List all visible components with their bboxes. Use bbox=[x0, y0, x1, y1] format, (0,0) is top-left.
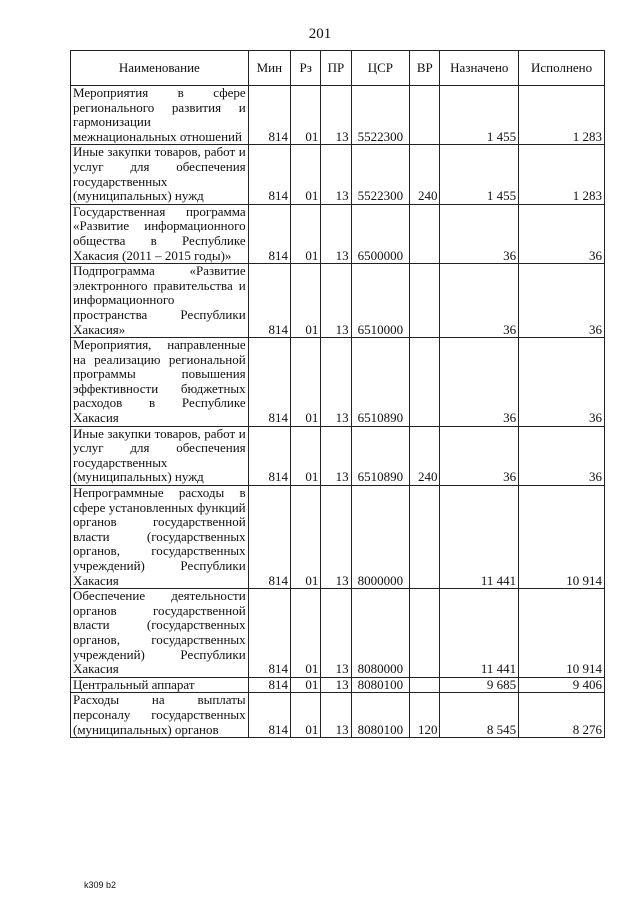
page-number: 201 bbox=[308, 26, 332, 42]
cell-assigned: 36 bbox=[440, 426, 519, 485]
cell-assigned: 11 441 bbox=[440, 589, 519, 678]
cell-rz: 01 bbox=[291, 86, 321, 145]
cell-executed: 10 914 bbox=[519, 486, 605, 589]
cell-vr bbox=[410, 589, 440, 678]
cell-min: 814 bbox=[248, 693, 290, 738]
cell-assigned: 8 545 bbox=[440, 693, 519, 738]
header-min: Мин bbox=[248, 51, 290, 86]
cell-vr bbox=[410, 86, 440, 145]
cell-rz: 01 bbox=[291, 338, 321, 427]
cell-assigned: 1 455 bbox=[440, 86, 519, 145]
cell-csr: 5522300 bbox=[351, 86, 410, 145]
cell-csr: 8080100 bbox=[351, 677, 410, 693]
header-csr: ЦСР bbox=[351, 51, 410, 86]
cell-name: Иные закупки товаров, работ и услуг для обеспечения государственных (муниципальных) нужд bbox=[71, 145, 249, 204]
cell-rz: 01 bbox=[291, 486, 321, 589]
header-executed: Исполнено bbox=[519, 51, 605, 86]
cell-pr: 13 bbox=[321, 486, 351, 589]
cell-executed: 1 283 bbox=[519, 145, 605, 204]
cell-csr: 5522300 bbox=[351, 145, 410, 204]
header-pr: ПР bbox=[321, 51, 351, 86]
cell-pr: 13 bbox=[321, 86, 351, 145]
cell-min: 814 bbox=[248, 145, 290, 204]
footer-code: k309 b2 bbox=[84, 880, 117, 890]
cell-executed: 36 bbox=[519, 204, 605, 263]
cell-min: 814 bbox=[248, 264, 290, 338]
cell-vr bbox=[410, 677, 440, 693]
cell-vr bbox=[410, 486, 440, 589]
cell-min: 814 bbox=[248, 677, 290, 693]
cell-name: Государственная программа «Развитие информационного общества в Республике Хакасия (2011 – 2015 годы)» bbox=[71, 204, 249, 263]
cell-executed: 36 bbox=[519, 264, 605, 338]
cell-assigned: 36 bbox=[440, 338, 519, 427]
table-header-row bbox=[71, 51, 605, 86]
cell-rz: 01 bbox=[291, 589, 321, 678]
table-row bbox=[71, 677, 605, 693]
table-row bbox=[71, 589, 605, 678]
cell-pr: 13 bbox=[321, 677, 351, 693]
cell-pr: 13 bbox=[321, 589, 351, 678]
table-row bbox=[71, 264, 605, 338]
cell-assigned: 11 441 bbox=[440, 486, 519, 589]
cell-csr: 6510890 bbox=[351, 426, 410, 485]
cell-min: 814 bbox=[248, 86, 290, 145]
cell-csr: 6500000 bbox=[351, 204, 410, 263]
cell-name: Центральный аппарат bbox=[71, 677, 249, 693]
cell-rz: 01 bbox=[291, 426, 321, 485]
cell-executed: 36 bbox=[519, 426, 605, 485]
cell-vr: 240 bbox=[410, 426, 440, 485]
cell-name: Расходы на выплаты персоналу государственных (муниципальных) органов bbox=[71, 693, 249, 738]
cell-csr: 8080000 bbox=[351, 589, 410, 678]
budget-table bbox=[70, 50, 605, 738]
header-assigned: Назначено bbox=[440, 51, 519, 86]
cell-executed: 10 914 bbox=[519, 589, 605, 678]
cell-rz: 01 bbox=[291, 693, 321, 738]
cell-pr: 13 bbox=[321, 338, 351, 427]
cell-pr: 13 bbox=[321, 693, 351, 738]
cell-min: 814 bbox=[248, 589, 290, 678]
cell-pr: 13 bbox=[321, 204, 351, 263]
cell-csr: 6510890 bbox=[351, 338, 410, 427]
cell-csr: 8000000 bbox=[351, 486, 410, 589]
table-row bbox=[71, 486, 605, 589]
cell-assigned: 9 685 bbox=[440, 677, 519, 693]
table-row bbox=[71, 338, 605, 427]
cell-pr: 13 bbox=[321, 145, 351, 204]
cell-rz: 01 bbox=[291, 145, 321, 204]
cell-csr: 6510000 bbox=[351, 264, 410, 338]
cell-executed: 8 276 bbox=[519, 693, 605, 738]
table-row bbox=[71, 86, 605, 145]
cell-assigned: 1 455 bbox=[440, 145, 519, 204]
cell-pr: 13 bbox=[321, 264, 351, 338]
cell-min: 814 bbox=[248, 204, 290, 263]
table-row bbox=[71, 693, 605, 738]
cell-pr: 13 bbox=[321, 426, 351, 485]
cell-rz: 01 bbox=[291, 204, 321, 263]
cell-executed: 9 406 bbox=[519, 677, 605, 693]
cell-rz: 01 bbox=[291, 264, 321, 338]
table-row bbox=[71, 145, 605, 204]
table-body bbox=[71, 86, 605, 738]
cell-assigned: 36 bbox=[440, 264, 519, 338]
cell-executed: 36 bbox=[519, 338, 605, 427]
cell-executed: 1 283 bbox=[519, 86, 605, 145]
cell-name: Иные закупки товаров, работ и услуг для обеспечения государственных (муниципальных) нужд bbox=[71, 426, 249, 485]
cell-min: 814 bbox=[248, 486, 290, 589]
cell-vr bbox=[410, 204, 440, 263]
cell-assigned: 36 bbox=[440, 204, 519, 263]
header-name: Наименование bbox=[71, 51, 249, 86]
cell-name: Мероприятия, направленные на реализацию региональной программы повышения эффективности бюджетных расходов в Республике Хакасия bbox=[71, 338, 249, 427]
cell-vr: 120 bbox=[410, 693, 440, 738]
cell-vr bbox=[410, 338, 440, 427]
cell-name: Непрограммные расходы в сфере установленных функций органов государственной власти (государственных органов, государственных учреждений) Республики Хакасия bbox=[71, 486, 249, 589]
cell-min: 814 bbox=[248, 338, 290, 427]
cell-vr bbox=[410, 264, 440, 338]
cell-name: Мероприятия в сфере регионального развития и гармонизации межнациональных отношений bbox=[71, 86, 249, 145]
table-row bbox=[71, 426, 605, 485]
cell-rz: 01 bbox=[291, 677, 321, 693]
cell-csr: 8080100 bbox=[351, 693, 410, 738]
header-rz: Рз bbox=[291, 51, 321, 86]
cell-min: 814 bbox=[248, 426, 290, 485]
header-vr: ВР bbox=[410, 51, 440, 86]
cell-vr: 240 bbox=[410, 145, 440, 204]
cell-name: Обеспечение деятельности органов государственной власти (государственных органов, государственных учреждений) Республики Хакасия bbox=[71, 589, 249, 678]
cell-name: Подпрограмма «Развитие электронного правительства и информационного пространства Республики Хакасия» bbox=[71, 264, 249, 338]
table-row bbox=[71, 204, 605, 263]
